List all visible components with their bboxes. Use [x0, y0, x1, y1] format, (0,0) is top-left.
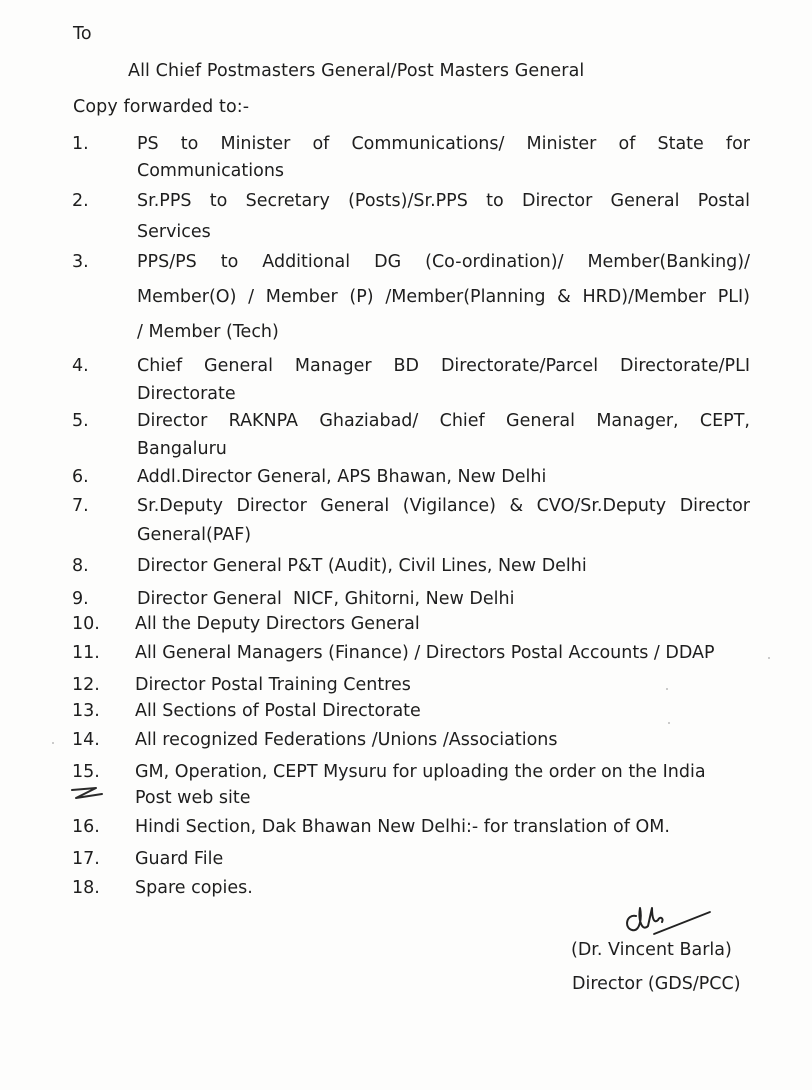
- list-item-number: 17.: [72, 849, 100, 869]
- list-item-text: Services: [137, 222, 211, 242]
- list-item-number: 1.: [72, 134, 89, 154]
- list-item-text: Sr.Deputy Director General (Vigilance) & CVO/Sr.Deputy Director: [137, 496, 750, 516]
- list-item-text: Communications: [137, 161, 285, 181]
- list-item-text: Directorate: [137, 384, 236, 404]
- handwritten-tick-icon: [66, 784, 108, 806]
- list-item-number: 11.: [72, 643, 100, 663]
- scan-speck: [668, 722, 670, 724]
- signatory-name: (Dr. Vincent Barla): [571, 940, 732, 960]
- list-item-number: 14.: [72, 730, 100, 750]
- scan-speck: [666, 688, 668, 690]
- list-item-number: 4.: [72, 356, 89, 376]
- list-item-text: Hindi Section, Dak Bhawan New Delhi:- for translation of OM.: [135, 817, 670, 837]
- list-item-number: 13.: [72, 701, 100, 721]
- list-item-text: Director General P&T (Audit), Civil Lines, New Delhi: [137, 556, 587, 576]
- signatory-designation: Director (GDS/PCC): [572, 974, 741, 994]
- list-item-text: Bangaluru: [137, 439, 227, 459]
- list-item-text: Director Postal Training Centres: [135, 675, 411, 695]
- list-item-text: Sr.PPS to Secretary (Posts)/Sr.PPS to Director General Postal: [137, 191, 750, 211]
- list-item-text: All the Deputy Directors General: [135, 614, 420, 634]
- list-item-text: General(PAF): [137, 525, 252, 545]
- list-item-number: 9.: [72, 589, 89, 609]
- list-item-number: 16.: [72, 817, 100, 837]
- list-item-number: 10.: [72, 614, 100, 634]
- list-item-number: 12.: [72, 675, 100, 695]
- list-item-number: 5.: [72, 411, 89, 431]
- list-item-text: / Member (Tech): [137, 322, 279, 342]
- list-item-text: PS to Minister of Communications/ Minister of State for: [137, 134, 750, 154]
- copy-forwarded-heading: Copy forwarded to:-: [73, 97, 250, 117]
- scan-speck: [768, 657, 770, 659]
- list-item-text: Guard File: [135, 849, 224, 869]
- scan-speck: [52, 742, 54, 744]
- list-item-number: 2.: [72, 191, 89, 211]
- list-item-text: Spare copies.: [135, 878, 253, 898]
- list-item-text: PPS/PS to Additional DG (Co-ordination)/ Member(Banking)/: [137, 252, 750, 272]
- list-item-text: Post web site: [135, 788, 251, 808]
- list-item-number: 8.: [72, 556, 89, 576]
- list-item-text: Director General NICF, Ghitorni, New Delhi: [137, 589, 515, 609]
- list-item-number: 3.: [72, 252, 89, 272]
- list-item-text: All General Managers (Finance) / Directors Postal Accounts / DDAP: [135, 643, 715, 663]
- list-item-number: 6.: [72, 467, 89, 487]
- salutation-to: To: [73, 24, 92, 44]
- list-item-text: Addl.Director General, APS Bhawan, New Delhi: [137, 467, 547, 487]
- list-item-text: Director RAKNPA Ghaziabad/ Chief General Manager, CEPT,: [137, 411, 750, 431]
- list-item-number: 18.: [72, 878, 100, 898]
- signature-icon: [618, 894, 718, 940]
- list-item-text: Chief General Manager BD Directorate/Parcel Directorate/PLI: [137, 356, 750, 376]
- list-item-text: All recognized Federations /Unions /Associations: [135, 730, 558, 750]
- list-item-number: 15.: [72, 762, 100, 782]
- list-item-text: Member(O) / Member (P) /Member(Planning & HRD)/Member PLI): [137, 287, 750, 307]
- list-item-text: GM, Operation, CEPT Mysuru for uploading the order on the India: [135, 762, 706, 782]
- list-item-text: All Sections of Postal Directorate: [135, 701, 421, 721]
- list-item-number: 7.: [72, 496, 89, 516]
- addressee: All Chief Postmasters General/Post Masters General: [128, 61, 585, 81]
